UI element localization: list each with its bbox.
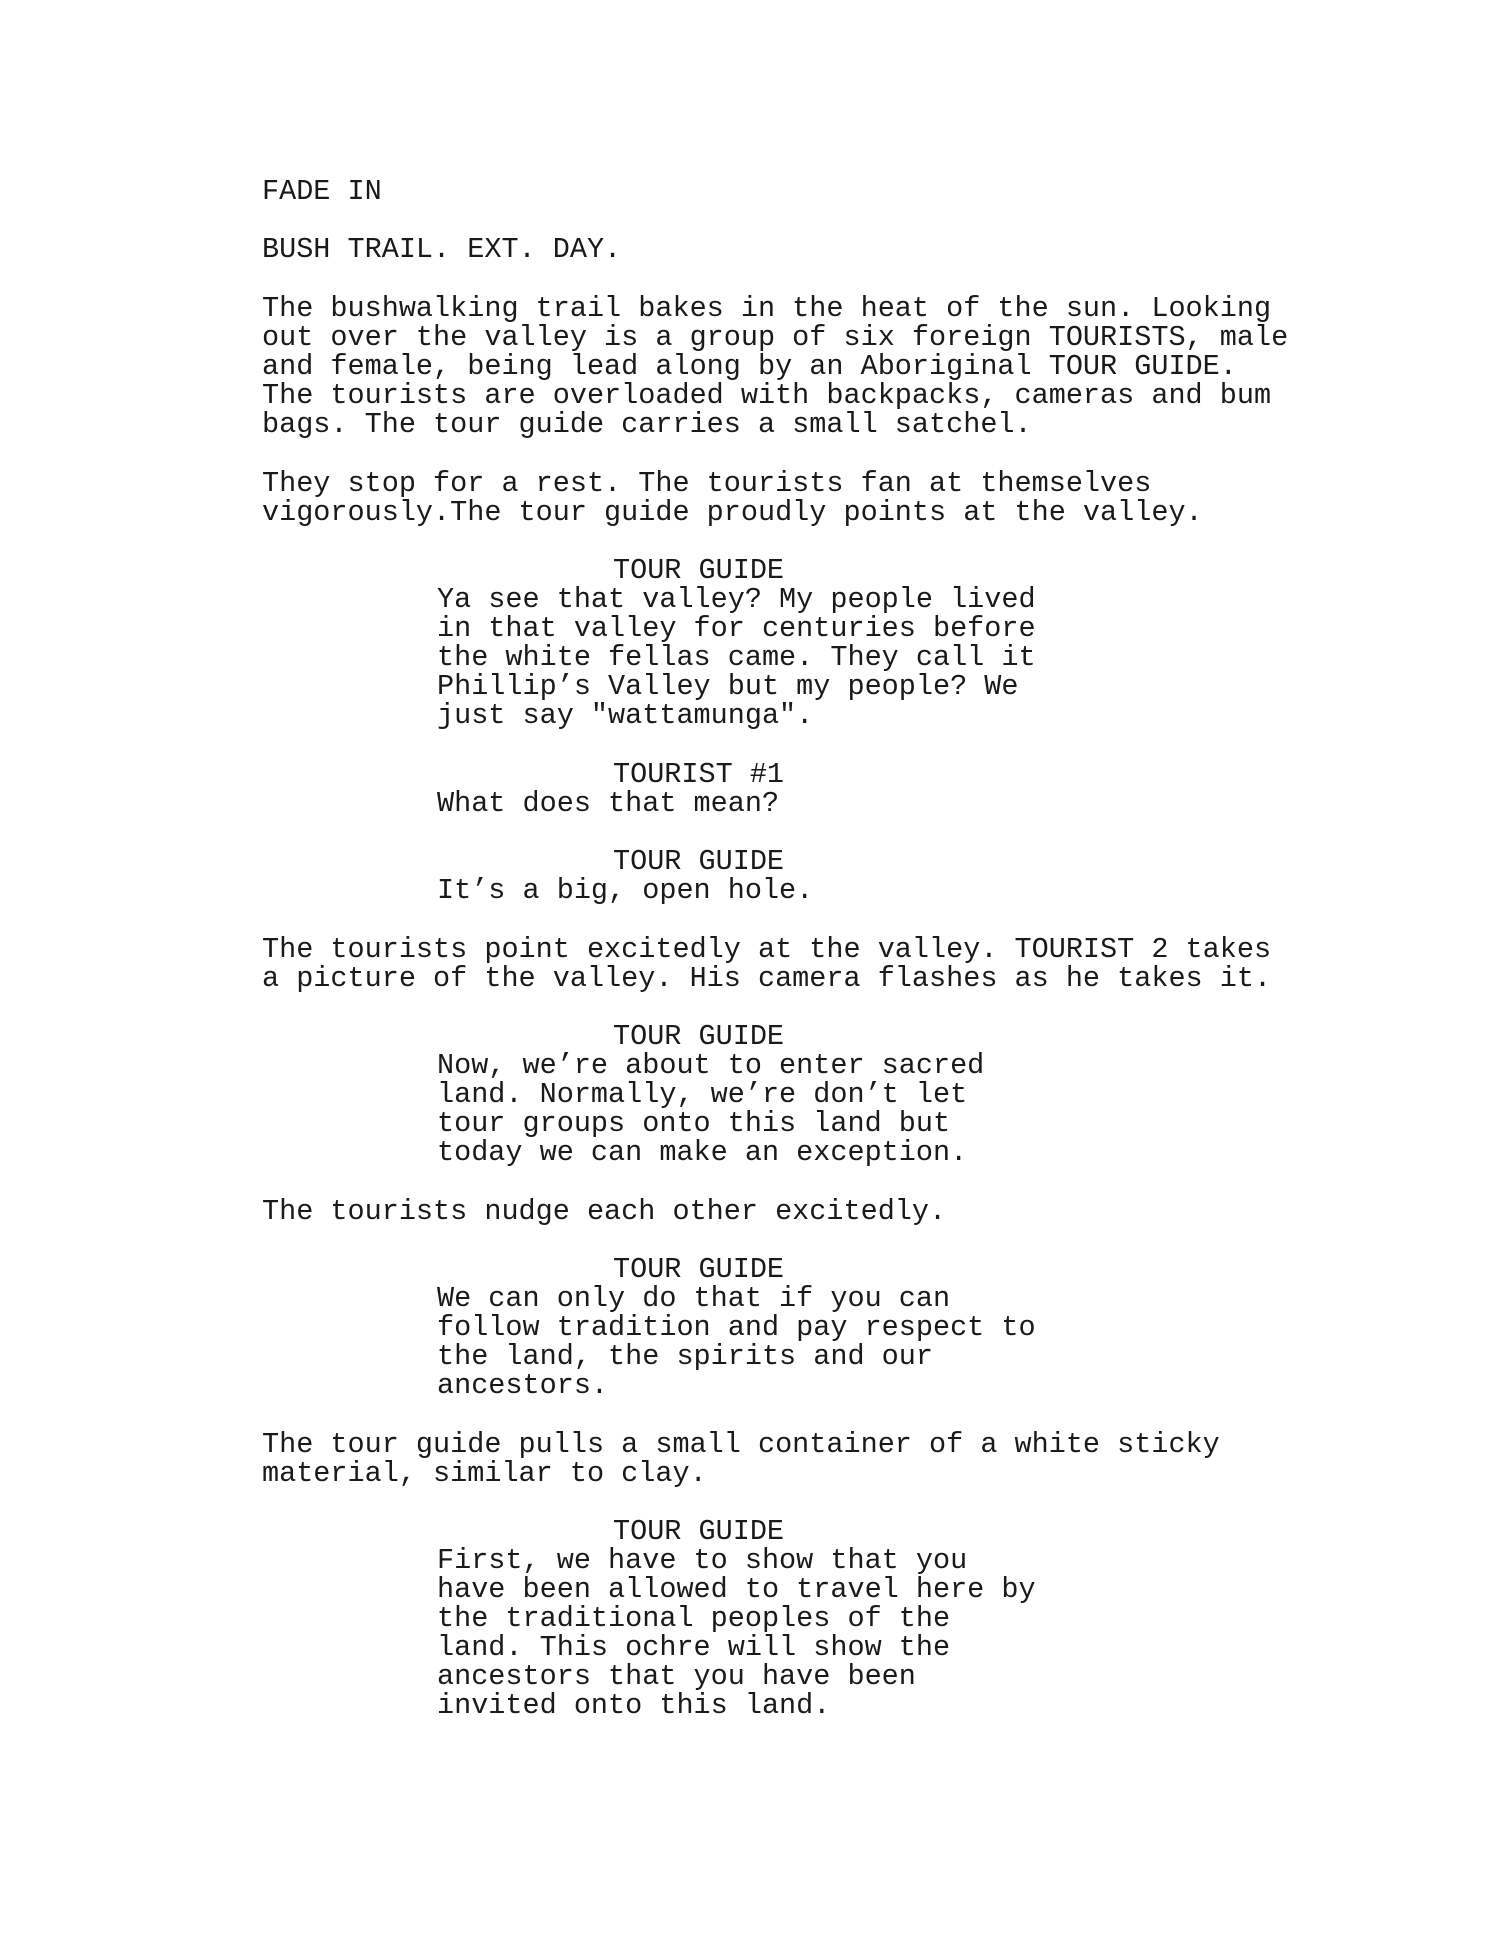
dialogue-line: today we can make an exception. xyxy=(437,1136,968,1169)
dialogue-line: Phillip’s Valley but my people? We xyxy=(437,670,1019,703)
dialogue-line: We can only do that if you can xyxy=(437,1282,951,1315)
dialogue-line: follow tradition and pay respect to xyxy=(437,1311,1036,1344)
dialogue-line: the traditional peoples of the xyxy=(437,1602,951,1635)
action-line: The tour guide pulls a small container of a white sticky xyxy=(262,1428,1220,1461)
dialogue-line: the white fellas came. They call it xyxy=(437,641,1036,674)
dialogue-line: ancestors. xyxy=(437,1369,609,1402)
dialogue-line: Now, we’re about to enter sacred xyxy=(437,1049,985,1082)
action-line: The bushwalking trail bakes in the heat of the sun. Looking xyxy=(262,292,1272,325)
dialogue-line: ancestors that you have been xyxy=(437,1660,916,1693)
dialogue-line: have been allowed to travel here by xyxy=(437,1573,1036,1606)
action-line: bags. The tour guide carries a small satchel. xyxy=(262,408,1032,441)
action-line: The tourists nudge each other excitedly. xyxy=(262,1195,947,1228)
dialogue-line: in that valley for centuries before xyxy=(437,612,1036,645)
action-line: and female, being lead along by an Aboriginal TOUR GUIDE. xyxy=(262,350,1237,383)
dialogue-line: Ya see that valley? My people lived xyxy=(437,583,1036,616)
dialogue-line: tour groups onto this land but xyxy=(437,1107,951,1140)
dialogue-line: First, we have to show that you xyxy=(437,1544,968,1577)
scene-heading: BUSH TRAIL. EXT. DAY. xyxy=(262,233,622,266)
action-line: out over the valley is a group of six foreign TOURISTS, male xyxy=(262,321,1289,354)
dialogue-line: just say "wattamunga". xyxy=(437,699,814,732)
action-line: a picture of the valley. His camera flashes as he takes it. xyxy=(262,962,1272,995)
action-line: material, similar to clay. xyxy=(262,1457,707,1490)
character-name: TOUR GUIDE xyxy=(613,1515,785,1548)
action-line: They stop for a rest. The tourists fan at themselves xyxy=(262,467,1152,500)
action-line: The tourists point excitedly at the valley. TOURIST 2 takes xyxy=(262,933,1272,966)
dialogue-line: What does that mean? xyxy=(437,787,780,820)
character-name: TOUR GUIDE xyxy=(613,554,785,587)
dialogue-line: land. This ochre will show the xyxy=(437,1631,951,1664)
dialogue-line: It’s a big, open hole. xyxy=(437,874,814,907)
character-name: TOUR GUIDE xyxy=(613,1253,785,1286)
character-name: TOUR GUIDE xyxy=(613,845,785,878)
dialogue-line: invited onto this land. xyxy=(437,1689,831,1722)
character-name: TOURIST #1 xyxy=(613,758,785,791)
transition: FADE IN xyxy=(262,175,382,208)
dialogue-line: land. Normally, we’re don’t let xyxy=(437,1078,968,1111)
dialogue-line: the land, the spirits and our xyxy=(437,1340,933,1373)
action-line: The tourists are overloaded with backpacks, cameras and bum xyxy=(262,379,1272,412)
character-name: TOUR GUIDE xyxy=(613,1020,785,1053)
action-line: vigorously.The tour guide proudly points at the valley. xyxy=(262,496,1203,529)
